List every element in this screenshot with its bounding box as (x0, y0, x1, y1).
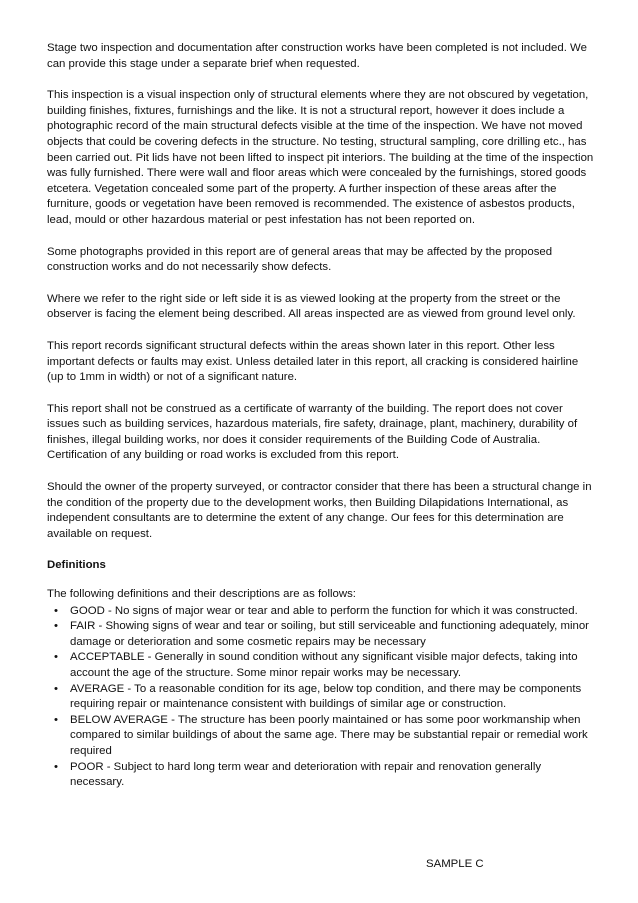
definition-item-poor (47, 760, 595, 791)
definition-text: BELOW AVERAGE - The structure has been poorly maintained or has some poor workmanship when compared to similar buildings of about the same age. There may be substantial repair or remedial work required (70, 713, 588, 757)
paragraph-stage-two: Stage two inspection and documentation after construction works have been completed is not included. We can provide this stage under a separate brief when requested. (47, 42, 587, 70)
definition-item-fair (47, 619, 595, 650)
document-page (47, 41, 595, 791)
definitions-heading: Definitions (47, 559, 106, 572)
definition-text: POOR - Subject to hard long term wear and deterioration with repair and renovation generally necessary. (70, 760, 542, 789)
bullet-icon: • (54, 620, 58, 633)
definition-item-acceptable (47, 650, 595, 681)
bullet-icon: • (54, 760, 58, 773)
definition-item-below-average (47, 713, 595, 760)
paragraph-structural-change: Should the owner of the property surveyed, or contractor consider that there has been a structural change in the condition of the property due to the development works, then Building Dilapidations International, as independent consultants are to determine the extent of any change. Our fees for this determination are available on request. (47, 481, 592, 540)
paragraph-warranty-disclaimer: This report shall not be construed as a certificate of warranty of the building. The report does not cover issues such as building services, hazardous materials, fire safety, drainage, plant, machinery, durability of finishes, illegal building works, nor does it consider requirements of the Building Code of Australia. Certification of any building or road works is excluded from this report. (47, 402, 578, 462)
paragraph-significant-defects: This report records significant structural defects within the areas shown later in this report. Other less important defects or faults may exist. Unless detailed later in this report, all cracking is considered hairline (up to 1mm in width) or not of a significant nature. (47, 339, 579, 384)
definition-item-average (47, 682, 595, 713)
footer-sample-label: SAMPLE C (426, 858, 484, 870)
bullet-icon: • (54, 713, 58, 726)
bullet-icon: • (54, 604, 58, 617)
definition-text: FAIR - Showing signs of wear and tear or soiling, but still serviceable and functioning adequately, minor damage or deterioration and some cosmetic repairs may be necessary (70, 620, 589, 648)
bullet-icon: • (54, 651, 58, 664)
definition-text: ACCEPTABLE - Generally in sound condition without any significant visible major defects, taking into account the age of the structure. Some minor repair works may be necessary. (70, 651, 578, 679)
bullet-icon: • (54, 682, 58, 695)
paragraph-left-right-side: Where we refer to the right side or left side it is as viewed looking at the property from the street or the observer is facing the element being described. All areas inspected are as viewed from ground level only. (47, 292, 576, 321)
definition-text: GOOD - No signs of major wear or tear and able to perform the function for which it was constructed. (70, 604, 578, 617)
definitions-list (47, 604, 595, 791)
definitions-intro: The following definitions and their descriptions are as follows: (47, 588, 356, 601)
paragraph-photographs: Some photographs provided in this report are of general areas that may be affected by the proposed construction works and do not necessarily show defects. (47, 245, 553, 274)
definition-item-good (47, 604, 595, 620)
definition-text: AVERAGE - To a reasonable condition for its age, below top condition, and there may be components requiring repair or maintenance consistent with buildings of similar age or construction. (70, 682, 582, 711)
paragraph-visual-inspection: This inspection is a visual inspection only of structural elements where they are not obscured by vegetation, building finishes, fixtures, furnishings and the like. It is not a structural report, however it does include a photographic record of the main structural defects visible at the time of the inspection. We have not moved objects that could be covering defects in the structure. No testing, structural sampling, core drilling etc., has been carried out. Pit lids have not been lifted to inspect pit interiors. The building at the time of the inspection was fully furnished. There were wall and floor areas which were concealed by the furnishings, stored goods etcetera. Vegetation concealed some part of the property. A further inspection of these areas after the furniture, goods or vegetation have been removed is recommended. The existence of asbestos products, lead, mould or other hazardous material or pest infestation has not been reported on. (47, 89, 594, 226)
